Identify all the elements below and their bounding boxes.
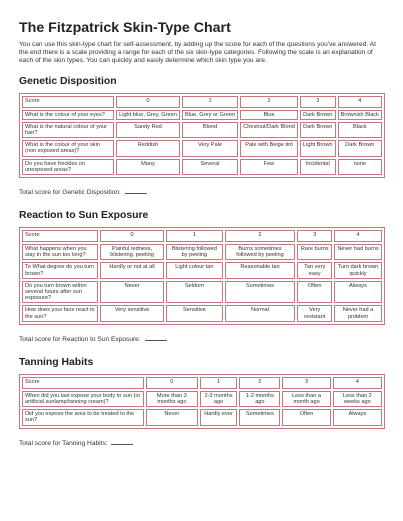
header-cell: 3 xyxy=(297,230,332,242)
answer-cell: Always xyxy=(333,409,382,425)
table-row xyxy=(22,159,382,175)
header-cell: 1 xyxy=(166,230,222,242)
answer-cell: Blistering followed by peeling xyxy=(166,244,222,260)
answer-cell: Many xyxy=(116,159,180,175)
header-cell: 0 xyxy=(116,96,180,108)
total-score-genetic xyxy=(19,187,385,196)
question-cell: What is the colour of your skin (non exposed areas)? xyxy=(22,140,114,156)
score-blank-line[interactable] xyxy=(145,334,167,341)
header-cell: 2 xyxy=(225,230,296,242)
answer-cell: Blue xyxy=(240,110,298,120)
answer-cell: Often xyxy=(282,409,330,425)
total-score-label: Total score for Genetic Disposition: xyxy=(19,189,121,197)
total-score-sun-exposure xyxy=(19,334,385,343)
answer-cell: Sometimes xyxy=(239,409,280,425)
answer-cell: Several xyxy=(182,159,238,175)
answer-cell: Dark Brown xyxy=(300,110,336,120)
header-cell: 0 xyxy=(146,377,198,389)
section-heading-genetic: Genetic Disposition xyxy=(19,75,117,87)
answer-cell: Very Pale xyxy=(182,140,238,156)
header-cell: 1 xyxy=(200,377,238,389)
answer-cell: Never had burns xyxy=(334,244,382,260)
header-cell: 3 xyxy=(282,377,330,389)
total-score-label: Total score for Tanning Habits: xyxy=(19,439,108,447)
answer-cell: Pale with Beige tint xyxy=(240,140,298,156)
table-header-row xyxy=(22,377,382,389)
answer-cell: none xyxy=(338,159,382,175)
header-cell: 2 xyxy=(239,377,280,389)
answer-cell: Hardly ever xyxy=(200,409,238,425)
answer-cell: Sandy Red xyxy=(116,122,180,138)
header-cell: Score xyxy=(22,230,98,242)
answer-cell: Chestnut/Dark Blond xyxy=(240,122,298,138)
answer-cell: Less than a month ago xyxy=(282,391,330,407)
answer-cell: Less than 2 weeks ago xyxy=(333,391,382,407)
table-row xyxy=(22,409,382,425)
question-cell: To What degree do you turn brown? xyxy=(22,262,98,278)
answer-cell: Normal xyxy=(225,305,296,321)
genetic-disposition-table xyxy=(19,93,385,178)
header-cell: 3 xyxy=(300,96,336,108)
document-page xyxy=(19,20,385,461)
answer-cell: Sometimes xyxy=(225,281,296,304)
answer-cell: Always xyxy=(334,281,382,304)
answer-cell: Dark Brown xyxy=(338,140,382,156)
answer-cell: Never had a problem xyxy=(334,305,382,321)
tanning-habits-table xyxy=(19,374,385,429)
header-cell: 2 xyxy=(240,96,298,108)
question-cell: What is the colour of your eyes? xyxy=(22,110,114,120)
section-heading-sun-exposure: Reaction to Sun Exposure xyxy=(19,210,149,222)
header-cell: Score xyxy=(22,96,114,108)
answer-cell: Black xyxy=(338,122,382,138)
table-row xyxy=(22,140,382,156)
table-row xyxy=(22,262,382,278)
question-cell: How does your face react to the sun? xyxy=(22,305,98,321)
question-cell: When did you last expose your body to sun (or artificial sunlamp/tanning cream)? xyxy=(22,391,144,407)
answer-cell: Never xyxy=(100,281,164,304)
answer-cell: 1-2 months ago xyxy=(239,391,280,407)
score-blank-line[interactable] xyxy=(125,187,147,194)
answer-cell: Dark Brown xyxy=(300,122,336,138)
answer-cell: Reasonable tan xyxy=(225,262,296,278)
answer-cell: Often xyxy=(297,281,332,304)
header-cell: 1 xyxy=(182,96,238,108)
table-row xyxy=(22,110,382,120)
answer-cell: Incidental xyxy=(300,159,336,175)
answer-cell: Seldom xyxy=(166,281,222,304)
header-cell: 4 xyxy=(334,230,382,242)
answer-cell: Light blue, Grey, Green xyxy=(116,110,180,120)
table-header-row xyxy=(22,230,382,242)
answer-cell: More than 3 months ago xyxy=(146,391,198,407)
table-row xyxy=(22,122,382,138)
answer-cell: Hardly or not at all xyxy=(100,262,164,278)
answer-cell: Blue, Grey or Green xyxy=(182,110,238,120)
sun-exposure-table xyxy=(19,227,385,325)
total-score-tanning xyxy=(19,438,385,447)
table-header-row xyxy=(22,96,382,108)
table-row xyxy=(22,391,382,407)
header-cell: Score xyxy=(22,377,144,389)
answer-cell: Light Brown xyxy=(300,140,336,156)
answer-cell: Blond xyxy=(182,122,238,138)
answer-cell: Very sensitive xyxy=(100,305,164,321)
score-blank-line[interactable] xyxy=(111,438,133,445)
answer-cell: Very resistant xyxy=(297,305,332,321)
header-cell: 4 xyxy=(333,377,382,389)
total-score-label: Total score for Reaction to Sun Exposure: xyxy=(19,335,141,343)
page-title: The Fitzpatrick Skin-Type Chart xyxy=(19,20,231,36)
answer-cell: 2-3 months ago xyxy=(200,391,238,407)
question-cell: Do you have freckles on unexposed areas? xyxy=(22,159,114,175)
intro-paragraph: You can use this skin-type chart for self-assessment, by adding up the score for each of the questions you've answered. At the end there is a scale providing a range for each of the six skin-type categories. Following the scale is an explanation of each of the skin types. You can quickly and easily determine which skin type you are. xyxy=(19,41,376,65)
answer-cell: Tan very easy xyxy=(297,262,332,278)
question-cell: Did you expose the area to be treated to the sun? xyxy=(22,409,144,425)
question-cell: What happens when you stay in the sun too long? xyxy=(22,244,98,260)
header-cell: 4 xyxy=(338,96,382,108)
table-row xyxy=(22,281,382,304)
answer-cell: Brownish Black xyxy=(338,110,382,120)
answer-cell: Rare burns xyxy=(297,244,332,260)
header-cell: 0 xyxy=(100,230,164,242)
answer-cell: Sensitive xyxy=(166,305,222,321)
table-row xyxy=(22,305,382,321)
answer-cell: Light colour tan xyxy=(166,262,222,278)
table-row xyxy=(22,244,382,260)
answer-cell: Reddish xyxy=(116,140,180,156)
question-cell: What is the natural colour of your hair? xyxy=(22,122,114,138)
section-heading-tanning: Tanning Habits xyxy=(19,356,94,368)
question-cell: Do you turn brown within several hours after sun exposure? xyxy=(22,281,98,304)
answer-cell: Painful redness, blistering, peeling xyxy=(100,244,164,260)
answer-cell: Never xyxy=(146,409,198,425)
answer-cell: Turn dark brown quickly xyxy=(334,262,382,278)
answer-cell: Few xyxy=(240,159,298,175)
answer-cell: Burns sometimes followed by peeling xyxy=(225,244,296,260)
